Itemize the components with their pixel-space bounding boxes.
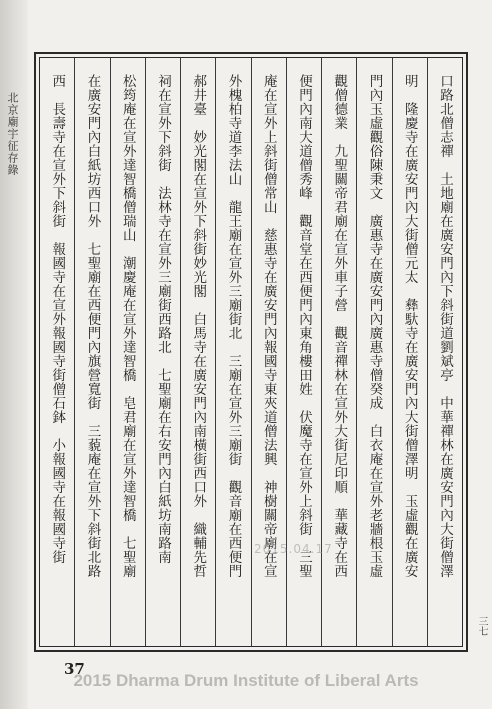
text-column: 在廣安門內白紙坊西口外 七聖廟在西便門內旗營寬街 三藐庵在宣外下斜街北路 bbox=[74, 58, 109, 646]
text-column: 口路北僧志禪 土地廟在廣安門內下斜街道劉斌亭 中華禪林在廣安門內大街僧澤 bbox=[427, 58, 462, 646]
text-column: 庵在宣外上斜街僧常山 慈惠寺在廣安門內報國寺東夾道僧法興 神樹關帝廟在宣 bbox=[251, 58, 286, 646]
text-column: 門內玉虛觀俗陳秉文 廣惠寺在廣安門內廣惠寺僧癸成 白衣庵在宣外老牆根玉虛 bbox=[356, 58, 391, 646]
side-page-number: 三七 bbox=[476, 616, 487, 636]
watermark-text: 2015 Dharma Drum Institute of Liberal Arts bbox=[73, 671, 419, 690]
page-number: 37 bbox=[64, 660, 85, 678]
text-column: 明 隆慶寺在廣安門內大街僧元太 彝馱寺在廣安門內大街僧澤明 玉虛觀在廣安 bbox=[392, 58, 427, 646]
text-column: 祠在宣外下斜街 法林寺在宣外三廟街西路北 七聖廟在右安門內白紙坊南路南 bbox=[145, 58, 180, 646]
watermark-date: 2015.04.17 bbox=[254, 542, 333, 556]
text-column: 觀僧德業 九聖關帝君廟在宣外車子營 觀音禪林在宣外大街尼印順 華藏寺在西 bbox=[321, 58, 356, 646]
text-column: 郝井臺 妙光閣在宣外下斜街妙光閣 白馬寺在廣安門內南橫街西口外 織輔先哲 bbox=[180, 58, 215, 646]
text-column: 西 長壽寺在宣外下斜街 報國寺在宣外報國寺街僧石鉢 小報國寺在報國寺街 bbox=[49, 74, 66, 564]
text-columns bbox=[40, 58, 462, 646]
text-column: 便門內南大道僧秀峰 觀音堂在西便門內東角樓田姓 伏魔寺在宣外上斜街 三聖 bbox=[286, 58, 321, 646]
text-column: 松筠庵在宣外達智橋僧瑞山 潮慶庵在宣外達智橋 皂君廟在宣外達智橋 七聖廟 bbox=[110, 58, 145, 646]
running-title: 北京廟宇征存錄 bbox=[6, 92, 19, 176]
text-column: 外槐柏寺道李法山 龍王廟在宣外三廟街北 三廟在宣外三廟街 觀音廟在西便門 bbox=[215, 58, 250, 646]
